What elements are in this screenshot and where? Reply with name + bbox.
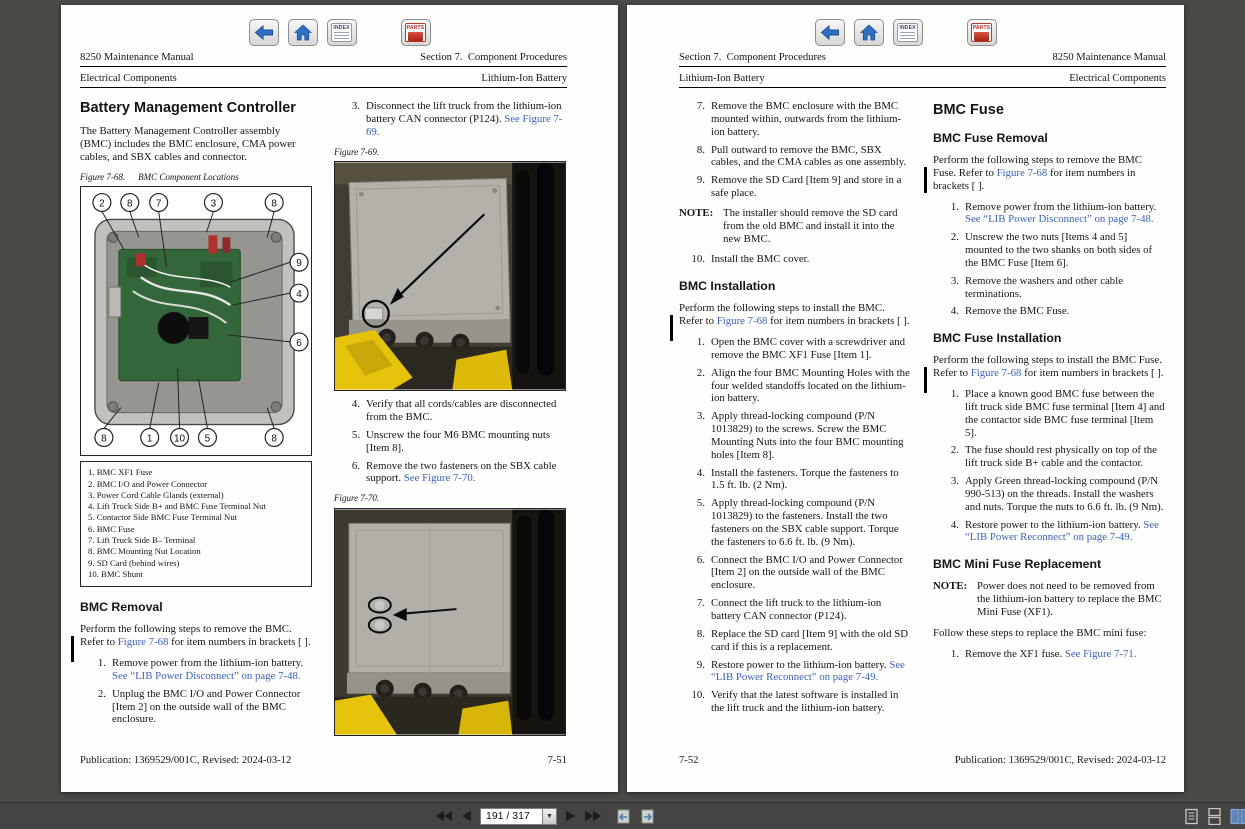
callout-number: 8: [101, 433, 107, 445]
step-text: [965, 648, 1137, 661]
step-number: 5.: [351, 428, 360, 441]
list-item: [684, 467, 911, 493]
list-item: [339, 460, 566, 486]
step-text: [366, 398, 566, 424]
header-right: Section 7. Component Procedures: [420, 52, 567, 63]
page-view-mode-controls: [1184, 803, 1245, 829]
two-page-view-button[interactable]: [1230, 808, 1245, 825]
step-body: The fuse should rest physically on top of the lift truck side B+ cable and the contactor.: [965, 444, 1157, 470]
first-page-icon: [436, 810, 453, 822]
note-text: The installer should remove the SD card from the old BMC and install it into the new BMC.: [723, 206, 898, 245]
step-number: 3.: [950, 274, 959, 287]
removal-steps-continued: [339, 100, 566, 139]
list-item: [684, 659, 911, 685]
parts-icon: [405, 23, 426, 42]
parts-icon: [971, 23, 992, 42]
removal-steps-continued-3: [684, 100, 911, 200]
note-label: NOTE:: [933, 580, 968, 593]
step-text: [711, 554, 911, 593]
bmc-installation-intro: [679, 302, 911, 328]
callout-number: 9: [296, 258, 302, 270]
list-item: [684, 497, 911, 548]
intro-text: Perform the following steps to remove the BMC Fuse. Refer to: [933, 154, 1143, 179]
list-item: [684, 554, 911, 593]
running-header: [679, 52, 1166, 63]
step-number: 3.: [696, 410, 705, 423]
step-number: 1.: [950, 200, 959, 213]
step-number: 3.: [950, 475, 959, 488]
footer-page-number: 7-52: [679, 755, 699, 766]
step-text: [112, 657, 312, 683]
step-body: Install the fasteners. Torque the fasteners to 1.5 ft. lb. (2 Nm).: [711, 466, 899, 492]
legend-item: 6. BMC Fuse: [88, 523, 135, 534]
figure-7-70-caption: [334, 493, 566, 504]
list-item: [938, 475, 1165, 514]
cross-reference-link[interactable]: See Figure 7-71.: [1064, 647, 1137, 660]
step-body: Restore power to the lithium-ion battery.: [965, 518, 1144, 531]
list-item: [938, 231, 1165, 270]
home-button[interactable]: [854, 19, 884, 46]
page-content: [627, 52, 1184, 766]
step-number: 9.: [696, 658, 705, 671]
index-button[interactable]: [327, 19, 357, 46]
list-item: [684, 100, 911, 139]
right-column: [334, 97, 566, 736]
callout-number: 10: [174, 433, 186, 445]
figure-7-68-link[interactable]: Figure 7-68: [117, 636, 169, 649]
callout-number: 8: [127, 198, 133, 210]
step-number: 4.: [351, 398, 360, 411]
list-item: [339, 429, 566, 455]
step-text: [366, 429, 566, 455]
callout-number: 8: [271, 433, 277, 445]
cross-reference-link[interactable]: See Figure 7-69.: [366, 112, 563, 138]
step-body: Restore power to the lithium-ion battery.: [711, 658, 890, 671]
step-body: Disconnect the lift truck from the lithium-ion battery CAN connector (P124).: [366, 100, 562, 125]
page-nav-icons: [61, 5, 618, 47]
step-number: 7.: [696, 100, 705, 112]
step-body: Place a known good BMC fuse between the lift truck side BMC fuse terminal [Item 4] and the contactor side BMC fuse terminal [Item 5].: [965, 387, 1165, 439]
bmc-enclosure-photo-2: [335, 509, 565, 735]
step-body: Connect the BMC I/O and Power Connector [Item 2] on the outside wall of the BMC enclosure.: [711, 553, 903, 592]
mini-fuse-intro: Follow these steps to replace the BMC mini fuse:: [933, 626, 1147, 639]
step-number: 4.: [950, 305, 959, 318]
bmc-removal-intro: [80, 623, 312, 649]
page-footer: [679, 755, 1166, 766]
figure-7-68-link[interactable]: Figure 7-68: [716, 315, 768, 328]
legend-item: 8. BMC Mounting Nut Location: [88, 546, 201, 557]
legend-item: 2. BMC I/O and Power Connector: [88, 478, 208, 489]
list-item: [938, 648, 1165, 661]
intro-text: for item numbers in brackets [ ].: [1021, 367, 1164, 380]
continuous-view-icon: [1207, 808, 1222, 825]
figure-caption-label: Figure 7-68.: [80, 171, 126, 182]
step-text: [965, 275, 1165, 301]
step-text: [965, 305, 1069, 318]
section-title: Battery Management Controller: [80, 100, 296, 116]
list-item: [684, 689, 911, 715]
figure-legend: [80, 461, 312, 587]
intro-text: Perform the following steps to install the BMC Fuse. Refer to: [933, 354, 1162, 380]
step-text: [711, 336, 911, 362]
back-button[interactable]: [815, 19, 845, 46]
bmc-installation-steps: [684, 336, 911, 715]
header-right: 8250 Maintenance Manual: [1052, 52, 1166, 63]
step-number: 4.: [950, 518, 959, 531]
step-number: 9.: [696, 174, 705, 187]
list-item: [938, 275, 1165, 301]
figure-7-69-frame: [334, 161, 566, 391]
home-icon: [860, 24, 878, 41]
step-number: 5.: [696, 497, 705, 510]
step-text: [965, 201, 1165, 227]
removal-step-10: [684, 253, 911, 266]
step-text: [711, 367, 911, 406]
step-number: 2.: [950, 444, 959, 457]
bmc-fuse-installation-title: BMC Fuse Installation: [933, 331, 1062, 346]
last-page-icon: [584, 810, 601, 822]
list-item: [85, 657, 312, 683]
page-number-input[interactable]: 191 / 317: [480, 808, 543, 825]
step-body: Connect the lift truck to the lithium-ion battery CAN connector (P124).: [711, 597, 882, 622]
back-arrow-icon: [820, 25, 840, 40]
list-item: [938, 305, 1165, 318]
intro-text: for item numbers in brackets [ ].: [933, 166, 1136, 192]
step-number: 7.: [696, 597, 705, 610]
step-body: Remove the BMC enclosure with the BMC mounted within, outwards from the lithium-ion battery.: [711, 100, 902, 138]
back-button[interactable]: [249, 19, 279, 46]
list-item: [684, 336, 911, 362]
step-text: [711, 628, 911, 654]
list-item: [684, 253, 911, 266]
previous-view-button[interactable]: [616, 809, 631, 824]
step-body: Unscrew the four M6 BMC mounting nuts [Item 8].: [366, 428, 551, 454]
bmc-fuse-removal-title: BMC Fuse Removal: [933, 131, 1048, 145]
footer-publication: Publication: 1369529/001C, Revised: 2024-03-12: [954, 755, 1166, 766]
step-text: [711, 467, 911, 493]
step-body: Apply thread-locking compound (P/N 1013829) to the screws. Screw the BMC Mounting Nuts into the four BMC mounting holes [Item 8].: [711, 410, 904, 461]
step-text: [112, 688, 312, 727]
list-item: [938, 444, 1165, 470]
single-page-view-button[interactable]: [1184, 808, 1199, 825]
legend-item: 9. SD Card (behind wires): [88, 557, 180, 568]
subheader-left: Electrical Components: [80, 73, 177, 84]
list-item: [339, 100, 566, 139]
running-subheader: [80, 73, 567, 84]
home-icon: [294, 24, 312, 41]
step-text: [711, 144, 911, 170]
step-text: [965, 231, 1165, 270]
bmc-fuse-removal-intro: [933, 154, 1165, 193]
note-label: NOTE:: [679, 206, 714, 219]
step-number: 8.: [696, 143, 705, 156]
step-number: 10.: [691, 689, 705, 702]
note-block: [679, 207, 911, 246]
step-number: 1.: [97, 657, 106, 670]
step-body: Remove the two fasteners on the SBX cable support.: [366, 459, 557, 485]
parts-icon-image: [408, 32, 423, 41]
note-block: [933, 580, 1165, 619]
list-item: [339, 398, 566, 424]
previous-page-icon: [462, 810, 471, 822]
step-number: 6.: [696, 553, 705, 566]
header-left: 8250 Maintenance Manual: [80, 52, 194, 63]
step-body: Install the BMC cover.: [711, 253, 810, 266]
step-text: [711, 410, 911, 461]
subheader-rule: [80, 87, 567, 88]
list-item: [85, 688, 312, 727]
page-right: [627, 5, 1184, 792]
intro-text: for item numbers in brackets [ ].: [168, 636, 311, 649]
subheader-right: Lithium-Ion Battery: [481, 73, 567, 84]
running-header: [80, 52, 567, 63]
next-view-icon: [640, 809, 655, 824]
step-text: [366, 100, 566, 139]
step-text: [711, 100, 911, 139]
step-body: Remove the XF1 fuse.: [965, 647, 1065, 660]
mini-fuse-steps: [938, 648, 1165, 661]
legend-item: 7. Lift Truck Side B– Terminal: [88, 535, 196, 546]
page-navigation-controls: [436, 803, 655, 829]
last-page-button[interactable]: [584, 810, 601, 822]
step-text: [711, 253, 809, 266]
running-subheader: [679, 73, 1166, 84]
bmc-fuse-title: BMC Fuse: [933, 102, 1004, 118]
list-item: [684, 144, 911, 170]
callout-number: 4: [296, 289, 302, 301]
cross-reference-link[interactable]: See Figure 7-70.: [403, 472, 476, 485]
list-item: [938, 519, 1165, 545]
step-body: Pull outward to remove the BMC, SBX cables, and the CMA cables as one assembly.: [711, 143, 907, 169]
step-text: [965, 475, 1165, 514]
step-number: 8.: [696, 627, 705, 640]
step-number: 10.: [691, 253, 705, 266]
parts-icon-image: [974, 32, 989, 41]
list-item: [938, 201, 1165, 227]
index-icon-lines: [334, 32, 349, 41]
index-icon-lines: [900, 32, 915, 41]
step-number: 4.: [696, 466, 705, 479]
legend-item: 10. BMC Shunt: [88, 569, 143, 580]
subheader-rule: [679, 87, 1166, 88]
index-icon: [897, 23, 918, 42]
callout-number: 8: [271, 198, 277, 210]
page-indicator-control: [480, 808, 557, 825]
step-body: Remove power from the lithium-ion battery.: [112, 657, 304, 670]
header-rule: [679, 66, 1166, 67]
parts-icon-label: PARTS: [972, 24, 991, 31]
first-page-button[interactable]: [436, 810, 453, 822]
legend-item: 5. Contactor Side BMC Fuse Terminal Nut: [88, 512, 238, 523]
header-left: Section 7. Component Procedures: [679, 52, 826, 63]
index-icon-label: INDEX: [333, 24, 350, 31]
left-column: [80, 97, 312, 736]
right-column: [933, 97, 1165, 720]
viewer-toolbar: [0, 802, 1245, 828]
bmc-removal-steps: [85, 657, 312, 726]
step-number: 2.: [97, 687, 106, 700]
intro-text: Perform the following steps to install the BMC. Refer to: [679, 302, 885, 328]
callout-number: 3: [210, 198, 217, 210]
next-page-button[interactable]: [566, 810, 575, 822]
step-number: 6.: [351, 459, 360, 472]
back-arrow-icon: [254, 25, 274, 40]
next-page-icon: [566, 810, 575, 822]
step-body: Remove the SD Card [Item 9] and store in a safe place.: [711, 174, 902, 200]
figure-caption-text: BMC Component Locations: [138, 171, 239, 182]
bmc-fuse-removal-steps: [938, 201, 1165, 319]
subheader-left: Lithium-Ion Battery: [679, 73, 765, 84]
step-text: [711, 174, 911, 200]
step-body: Open the BMC cover with a screwdriver and remove the BMC XF1 Fuse [Item 1].: [711, 335, 905, 361]
page-content: [61, 52, 618, 766]
step-text: [711, 597, 911, 623]
step-body: Unplug the BMC I/O and Power Connector [Item 2] on the outside wall of the BMC enclosure.: [112, 687, 301, 726]
next-view-button[interactable]: [640, 809, 655, 824]
step-text: [711, 689, 911, 715]
footer-publication: Publication: 1369529/001C, Revised: 2024-03-12: [80, 755, 292, 766]
page-dropdown-button[interactable]: ▼: [543, 808, 557, 825]
list-item: [684, 628, 911, 654]
list-item: [684, 367, 911, 406]
index-icon-label: INDEX: [899, 24, 916, 31]
cross-reference-link[interactable]: See “LIB Power Disconnect” on page 7-48.: [965, 213, 1154, 226]
legend-item: 4. Lift Truck Side B+ and BMC Fuse Terminal Nut: [88, 501, 266, 512]
continuous-view-button[interactable]: [1207, 808, 1222, 825]
home-button[interactable]: [288, 19, 318, 46]
step-text: [965, 519, 1165, 545]
bmc-fuse-installation-steps: [938, 388, 1165, 544]
page-footer: [80, 755, 567, 766]
bmc-removal-title: BMC Removal: [80, 600, 163, 615]
footer-page-number: 7-51: [547, 755, 567, 766]
intro-text: Perform the following steps to remove the BMC. Refer to: [80, 623, 292, 649]
list-item: [938, 388, 1165, 439]
step-number: 1.: [950, 387, 959, 400]
bmc-component-diagram: [81, 187, 311, 455]
parts-icon-label: PARTS: [406, 24, 425, 31]
previous-page-button[interactable]: [462, 810, 471, 822]
intro-paragraph: The Battery Management Controller assembly (BMC) includes the BMC enclosure, CMA power cables, and SBX cables and connector.: [80, 125, 296, 163]
figure-7-68-link[interactable]: Figure 7-68: [970, 367, 1022, 380]
step-number: 3.: [351, 100, 360, 112]
index-button[interactable]: [893, 19, 923, 46]
header-rule: [80, 66, 567, 67]
step-body: Remove the BMC Fuse.: [965, 305, 1070, 318]
step-text: [965, 388, 1165, 439]
step-body: Unscrew the two nuts [Items 4 and 5] mounted to the two shanks on both sides of the BMC Fuse [Item 6].: [965, 231, 1153, 269]
callout-number: 5: [204, 433, 211, 445]
step-number: 1.: [696, 335, 705, 348]
list-item: [684, 410, 911, 461]
figure-caption-label: Figure 7-70.: [334, 493, 380, 504]
bmc-mini-fuse-title: BMC Mini Fuse Replacement: [933, 557, 1102, 572]
index-icon: [331, 23, 352, 42]
page-nav-icons: [627, 5, 1184, 47]
step-body: Apply thread-locking compound (P/N 1013829) to the fasteners. Install the two fasteners on the SBX cable support. Torque the fasteners to 6.6 ft. lb. (9 Nm).: [711, 497, 899, 548]
step-body: Align the four BMC Mounting Holes with the four welded standoffs located on the lithium-ion battery.: [711, 366, 910, 405]
step-text: [711, 659, 911, 685]
step-number: 1.: [950, 647, 959, 660]
step-body: Remove the washers and other cable terminations.: [965, 274, 1123, 300]
two-page-view-icon: [1230, 808, 1245, 825]
figure-7-68-frame: [80, 186, 312, 456]
previous-view-icon: [616, 809, 631, 824]
list-item: [684, 174, 911, 200]
step-body: Apply Green thread-locking compound (P/N 990-513) on the threads. Install the washers and nuts. Torque the nuts to 6.6 ft. lb. (9 Nm).: [965, 475, 1164, 513]
note-text: Power does not need to be removed from the lithium-ion battery to replace the BMC Mini Fuse (XF1).: [977, 580, 1162, 618]
figure-7-70-frame: [334, 508, 566, 736]
figure-7-68-link[interactable]: Figure 7-68: [996, 166, 1048, 179]
step-number: 2.: [950, 231, 959, 244]
parts-button[interactable]: [967, 19, 997, 46]
callout-number: 1: [146, 433, 153, 445]
step-text: [366, 460, 566, 486]
cross-reference-link[interactable]: See “LIB Power Reconnect” on page 7-49.: [965, 518, 1159, 544]
bmc-installation-title: BMC Installation: [679, 279, 776, 294]
step-body: Verify that all cords/cables are disconnected from the BMC.: [366, 398, 557, 424]
figure-7-68-caption: [80, 172, 312, 183]
step-number: 2.: [696, 366, 705, 379]
callout-number: 2: [99, 198, 105, 210]
subheader-right: Electrical Components: [1069, 73, 1166, 84]
bmc-fuse-installation-intro: [933, 354, 1165, 380]
legend-item: 1. BMC XF1 Fuse: [88, 467, 153, 478]
parts-button[interactable]: [401, 19, 431, 46]
list-item: [684, 597, 911, 623]
step-body: Remove power from the lithium-ion battery.: [965, 200, 1157, 213]
single-page-icon: [1184, 808, 1199, 825]
step-body: Replace the SD card [Item 9] with the old SD card if this is a replacement.: [711, 627, 908, 653]
left-column: [679, 97, 911, 720]
cross-reference-link[interactable]: See “LIB Power Disconnect” on page 7-48.: [112, 669, 301, 682]
figure-caption-label: Figure 7-69.: [334, 146, 380, 157]
intro-text: for item numbers in brackets [ ].: [767, 315, 910, 328]
page-left: [61, 5, 618, 792]
bmc-enclosure-photo-1: [335, 162, 565, 390]
callout-number: 6: [296, 338, 302, 350]
legend-item: 3. Power Cord Cable Glands (external): [88, 489, 224, 500]
step-text: [965, 444, 1165, 470]
removal-steps-continued-2: [339, 398, 566, 485]
callout-number: 7: [155, 198, 162, 210]
step-text: [711, 497, 911, 548]
cross-reference-link[interactable]: See “LIB Power Reconnect” on page 7-49.: [711, 658, 905, 684]
step-body: Verify that the latest software is installed in the lift truck and the lithium-ion battery.: [711, 689, 899, 715]
figure-7-69-caption: [334, 147, 566, 158]
